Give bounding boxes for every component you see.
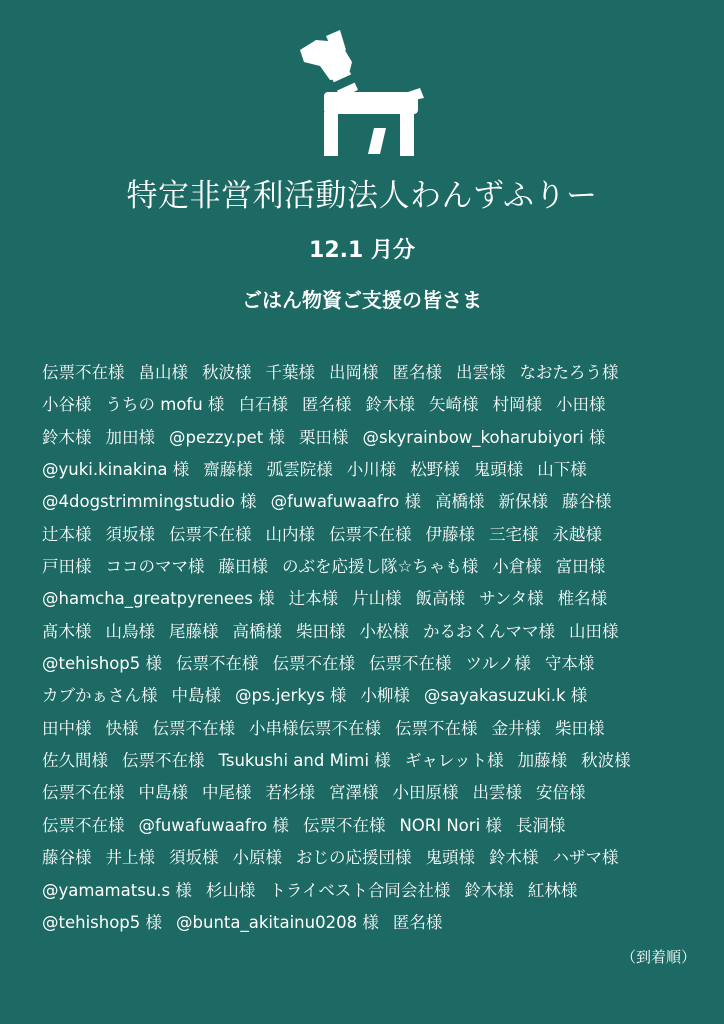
donor-name: 小原様: [232, 848, 282, 868]
donor-name: 藤田様: [218, 557, 268, 577]
donor-name: 齋藤様: [203, 460, 253, 480]
donor-name: 椎名様: [557, 589, 608, 609]
donor-name: @bunta_akitainu0208 様: [176, 912, 379, 932]
donor-name: 鈴木様: [489, 848, 539, 868]
donor-line: [42, 652, 702, 684]
donor-line: [42, 393, 702, 425]
donor-line: [42, 717, 702, 749]
donor-name: ツルノ様: [465, 654, 531, 674]
donor-name: @fuwafuwaafro 様: [138, 815, 289, 835]
donor-name: NORI Nori 様: [399, 815, 502, 835]
donor-name: ギャレット様: [404, 751, 504, 771]
donor-line: [42, 587, 702, 619]
donor-name: 柴田様: [296, 621, 346, 641]
donor-name: 匿名様: [392, 912, 443, 932]
donor-name: 出雲様: [456, 363, 506, 382]
donor-line: [42, 879, 702, 911]
donor-name: 白石様: [238, 395, 288, 415]
donor-name: 辻本様: [42, 524, 92, 544]
donor-name: 田中様: [42, 718, 92, 738]
donor-name: @pezzy.pet 様: [169, 427, 285, 447]
donor-name: 匿名様: [392, 363, 442, 382]
donor-name: @yuki.kinakina 様: [42, 460, 190, 480]
donor-name: 伝票不在様: [169, 524, 252, 544]
donor-name: のぶを応援し隊☆ちゃも様: [282, 557, 479, 577]
donor-name: 小谷様: [42, 395, 92, 415]
donor-name: 村岡様: [492, 395, 542, 415]
donor-name: 柴田様: [555, 718, 605, 738]
donor-name: 伝票不在様: [152, 718, 235, 738]
donor-name: 松野様: [410, 460, 460, 480]
donor-name: ハザマ様: [552, 848, 619, 868]
donor-name: 伝票不在様: [272, 654, 356, 674]
donor-name: 鈴木様: [365, 395, 415, 415]
donor-name: 尾藤様: [169, 621, 219, 641]
donor-name: 中島様: [138, 783, 188, 803]
donor-name: 小柳様: [360, 686, 410, 706]
donor-name: 金井様: [491, 718, 541, 738]
donor-name: 秋波様: [581, 751, 631, 771]
donor-name: 伝票不在様: [42, 363, 125, 382]
donor-name: @4dogstrimmingstudio 様: [42, 492, 257, 512]
donor-line: [42, 846, 702, 878]
donor-name: 藤谷様: [42, 848, 92, 868]
donor-name: @ps.jerkys 様: [235, 686, 347, 706]
donor-line: [42, 361, 702, 393]
donor-name: 伝票不在様: [302, 815, 386, 835]
month-label: 12.1 月分: [309, 238, 415, 263]
donor-name: 山内様: [265, 524, 315, 544]
donor-name: 戸田様: [42, 557, 92, 577]
donor-name: 出岡様: [329, 363, 379, 382]
donor-name: 伝票不在様: [42, 783, 125, 803]
arrival-order-note: （到着順）: [620, 948, 696, 966]
donor-name: 小倉様: [492, 557, 542, 577]
donor-name: @tehishop5 様: [42, 912, 163, 932]
donor-name: 杉山様: [205, 880, 256, 900]
donor-name: 片山様: [352, 589, 402, 609]
donor-name: 小串様伝票不在様: [249, 718, 381, 738]
donor-name: 弧雲院様: [266, 460, 333, 480]
dog-icon: [296, 28, 428, 160]
donor-name: 伝票不在様: [329, 524, 412, 544]
donor-name: 鬼頭様: [425, 848, 475, 868]
donor-name: 伝票不在様: [395, 718, 478, 738]
donor-name: 加藤様: [517, 751, 568, 771]
donor-line: [42, 814, 702, 846]
donor-name: 中尾様: [202, 783, 252, 803]
donor-name: 須坂様: [105, 524, 155, 544]
donor-name: 飯高様: [415, 589, 466, 609]
donor-name: 須坂様: [169, 848, 219, 868]
donor-name: 畠山様: [138, 363, 188, 382]
donor-name: カブかぁさん様: [42, 686, 158, 706]
donor-name: おじの応援団様: [296, 848, 412, 868]
donor-name: 矢崎様: [428, 395, 479, 415]
donor-name: 伝票不在様: [122, 751, 205, 771]
donor-name: 佐久間様: [42, 751, 108, 771]
donor-name: 新保様: [498, 492, 548, 512]
donor-name: @skyrainbow_koharubiyori 様: [362, 427, 606, 447]
donor-name: かるおくんママ様: [423, 621, 555, 641]
donor-name: 永越様: [552, 524, 602, 544]
donor-name: 小松様: [359, 621, 409, 641]
donor-name: 安倍様: [536, 783, 586, 803]
org-name: 特定非営利活動法人わんずふりー: [126, 178, 598, 214]
donor-name: 伊藤様: [425, 524, 475, 544]
donor-name: 伝票不在様: [369, 654, 452, 674]
donor-name: 小川様: [346, 460, 397, 480]
donor-line: [42, 490, 702, 522]
donor-name: @fuwafuwaafro 様: [270, 492, 421, 512]
donor-name: 山鳥様: [105, 621, 155, 641]
donor-name: 鈴木様: [464, 880, 514, 900]
donor-name: 守本様: [544, 654, 595, 674]
donor-name: 高橋様: [232, 621, 282, 641]
donor-name: 中島様: [171, 686, 221, 706]
donor-name: 小田原様: [392, 783, 459, 803]
donor-name: トライベスト合同会社様: [269, 880, 451, 900]
donor-name: @hamcha_greatpyrenees 様: [42, 589, 275, 609]
donor-name: 山田様: [569, 621, 619, 641]
donor-name: 若杉様: [265, 783, 315, 803]
donor-name: 匿名様: [301, 395, 352, 415]
donor-name: 長洞様: [515, 815, 566, 835]
donor-name: 千葉様: [265, 363, 315, 382]
donor-name: 小田様: [555, 395, 606, 415]
donor-name: 山下様: [537, 460, 587, 480]
donor-line: [42, 684, 702, 716]
donor-name: 伝票不在様: [42, 815, 125, 835]
donor-line: [42, 426, 702, 458]
donor-name: @sayakasuzuki.k 様: [423, 686, 588, 706]
donor-name: 藤谷様: [562, 492, 612, 512]
donor-name: サンタ様: [479, 589, 544, 609]
page-subtitle: ごはん物資ご支援の皆さま: [242, 288, 482, 312]
donor-name: 加田様: [105, 427, 155, 447]
donor-name: 富田様: [555, 557, 606, 577]
donor-name: うちの mofu 様: [105, 395, 225, 415]
donor-name: 辻本様: [288, 589, 339, 609]
donor-line: [42, 555, 702, 587]
donor-line: [42, 781, 702, 813]
donor-line: [42, 620, 702, 652]
donor-name: 伝票不在様: [176, 654, 259, 674]
donor-name: 紅林様: [527, 880, 578, 900]
donor-name: 秋波様: [202, 363, 252, 382]
donor-name: 井上様: [105, 848, 155, 868]
donor-name: @tehishop5 様: [42, 654, 163, 674]
donor-name: 鈴木様: [42, 427, 92, 447]
donor-name: 髙木様: [42, 621, 92, 641]
donor-name: 高橋様: [435, 492, 485, 512]
donor-line: [42, 458, 702, 490]
donor-name: ココのママ様: [105, 557, 205, 577]
donor-name: 鬼頭様: [473, 460, 524, 480]
donor-line: [42, 749, 702, 781]
donor-name: 宮澤様: [329, 783, 379, 803]
donor-name: 快様: [105, 718, 139, 738]
donor-line: [42, 911, 702, 943]
donor-list: [42, 361, 702, 943]
donor-name: 三宅様: [489, 524, 539, 544]
donor-name: 栗田様: [298, 427, 349, 447]
donor-name: @yamamatsu.s 様: [42, 880, 192, 900]
donor-name: 出雲様: [472, 783, 522, 803]
donor-line: [42, 523, 702, 555]
donor-name: なおたろう様: [519, 363, 619, 382]
donor-name: Tsukushi and Mimi 様: [218, 751, 391, 771]
